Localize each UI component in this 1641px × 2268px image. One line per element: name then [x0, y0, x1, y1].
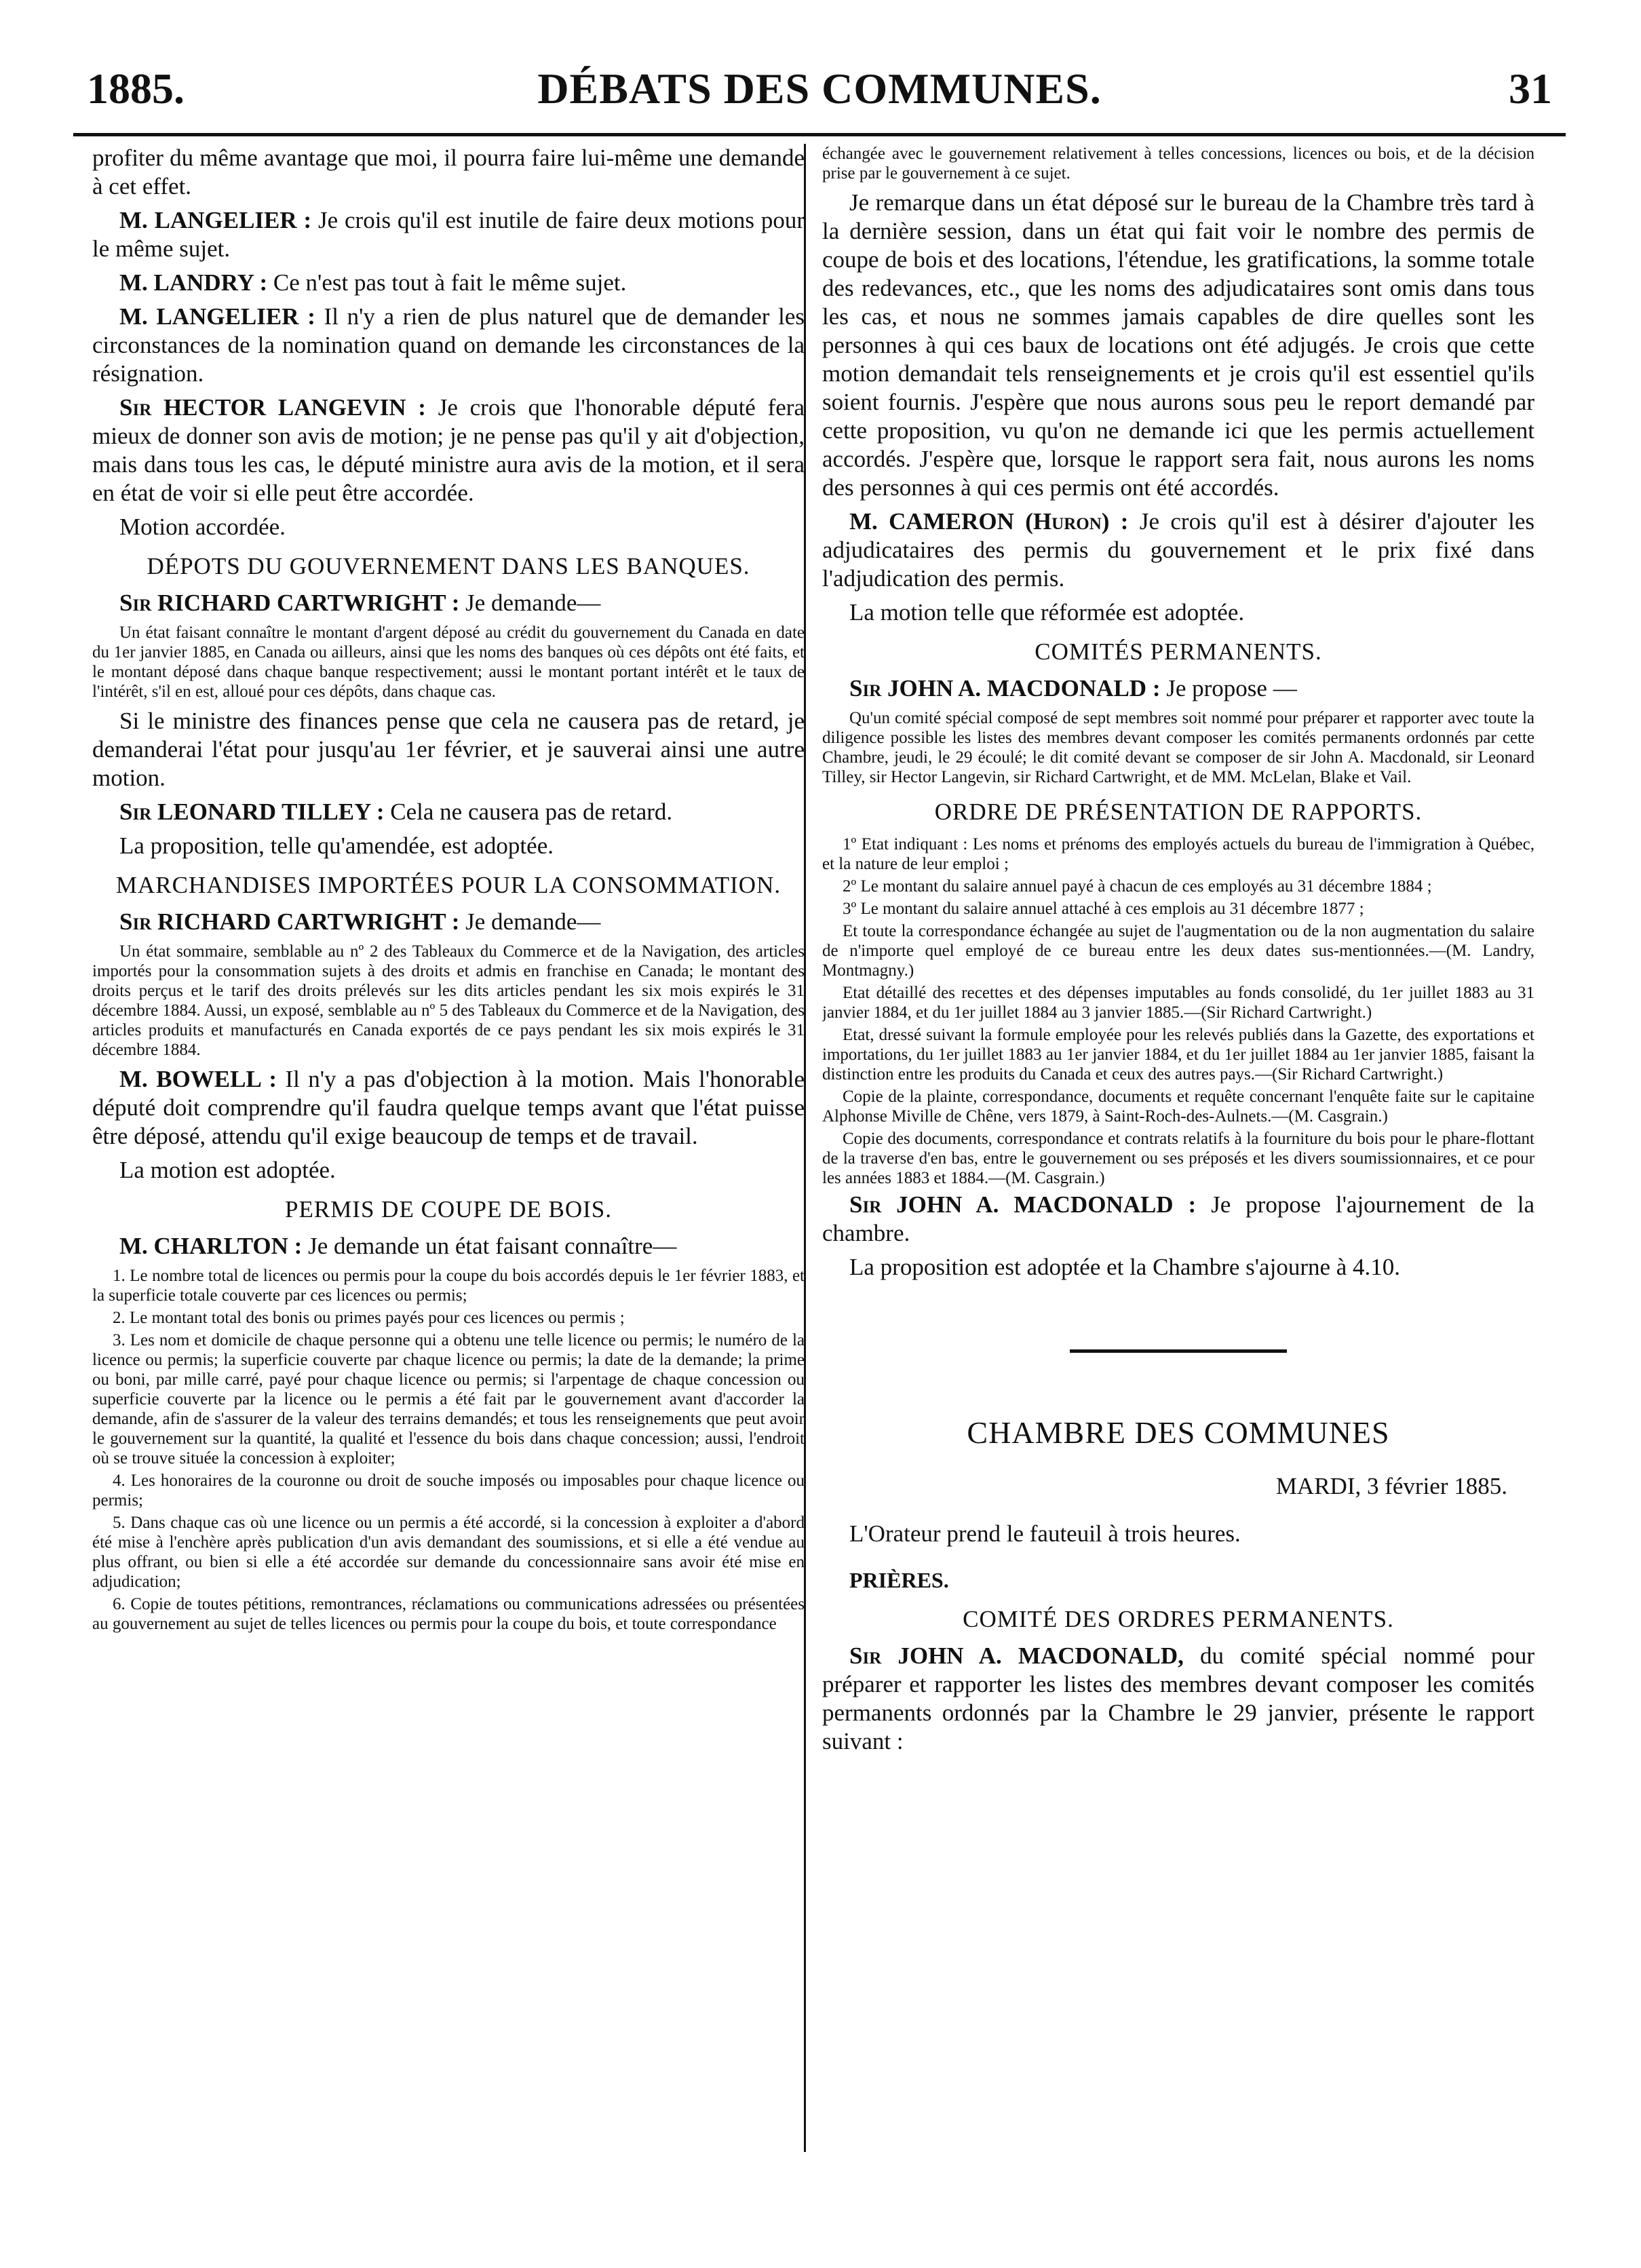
speech-text: Je demande— [459, 590, 601, 616]
speaker-name: M. LANDRY : [119, 269, 268, 296]
motion-result: La motion telle que réformée est adoptée. [849, 599, 1245, 626]
list-item: Copie des documents, correspondance et contrats relatifs à la fourniture du bois pour le phare-flottant de la traverse d'en bas, entre le gouvernement ou ses préposés et les divers soumissionnaires, et ce pour les années 1883 et 1884.—(M. Casgrain.) [822, 1130, 1534, 1187]
speech-text: Je demande— [459, 908, 601, 935]
paragraph [92, 589, 805, 617]
section-heading: COMITÉ DES ORDRES PERMANENTS. [963, 1606, 1394, 1632]
speaker-name: Sir HECTOR LANGEVIN : [119, 394, 426, 421]
section-rule [1070, 1349, 1287, 1353]
speech-text: Je crois que l'honorable député fera mieux de donner son avis de motion; je ne pense pas qu'il y ait d'objection, mais dans tous les cas, le député ministre aura avis de la motion, et il sera en état de voir si elle peut être accordée. [92, 394, 805, 506]
list-item: 6. Copie de toutes pétitions, remontrances, réclamations ou communications adressées ou présentées au gouvernement au sujet de telles licences ou permis pour la coupe du bois, et toute correspondance [92, 1595, 805, 1633]
motion-text: échangée avec le gouvernement relativement à telles concessions, licences ou bois, et de la décision prise par le gouvernement à ce sujet. [822, 145, 1534, 182]
paragraph [822, 674, 1534, 703]
paragraph: Je remarque dans un état déposé sur le bureau de la Chambre très tard à la dernière session, dans un état qui fait voir le nombre des permis de coupe de bois et des locations, l'étendue, les gratifications, la somme totale des redevances, etc., que les noms des adjudicataires sont omis dans tous les cas, et nous ne sommes jamais capables de dire quelles sont les personnes à qui ces baux de locations ont été adjugés. Je crois que cette motion demandait tels renseignements et je crois qu'il est essentiel qu'ils soient fournis. J'espère que nous aurons sous peu le report demandé par cette proposition, vu qu'on ne demande ici que les permis actuellement accordés. J'espère que, lorsque le rapport sera fait, nous aurons les noms des personnes à qui ces permis ont été accordés. [822, 189, 1534, 501]
paragraph [92, 1065, 805, 1151]
motion-result: La proposition est adoptée et la Chambre s'ajourne à 4.10. [849, 1254, 1401, 1280]
speech-text: Je demande un état faisant connaître— [302, 1233, 677, 1259]
list-item: Etat, dressé suivant la formule employée pour les relevés publiés dans la Gazette, des exportations et importations, du 1er juillet 1883 au 1er janvier 1884, et du 1er juillet 1884 au 1er janvier 1885, faisant la distinction entre les produits du Canada et ceux des autres pays.—(Sir Richard Cartwright.) [822, 1026, 1534, 1083]
list-item: 3. Les nom et domicile de chaque personne qui a obtenu une telle licence ou permis; le numéro de la licence ou permis; la superficie couverte par chaque licence ou permis; la date de la demande; la prime ou boni, par mille carré, payé pour chaque licence ou permis; si l'arpentage de chaque concession ou superficie couverte par la licence ou le permis a été fait par le gouvernement avant d'accorder la demande, afin de s'assurer de la valeur des terrains demandés; et tous les renseignements que peut avoir le gouvernement sur la quantité, la qualité et l'essence du bois dans chaque concession; aussi, l'endroit où se trouve située la concession à exploiter; [92, 1331, 805, 1467]
list-item: 2º Le montant du salaire annuel payé à chacun de ces employés au 31 décembre 1884 ; [843, 877, 1432, 896]
header-title: DÉBATS DES COMMUNES. [537, 64, 1102, 113]
motion-result: Motion accordée. [119, 514, 286, 540]
chamber-heading: CHAMBRE DES COMMUNES [967, 1415, 1390, 1450]
sitting-date: MARDI, 3 février 1885. [1275, 1473, 1507, 1499]
list-item: 1. Le nombre total de licences ou permis pour la coupe du bois accordés depuis le 1er février 1883, et la superficie totale couverte par ces licences ou permis; [92, 1267, 805, 1305]
speaker-name: M. CHARLTON : [119, 1233, 303, 1259]
paragraph [92, 206, 805, 263]
speaker-name: Sir JOHN A. MACDONALD : [849, 1191, 1197, 1218]
list-item: Etat détaillé des recettes et des dépenses imputables au fonds consolidé, du 1er juillet 1883 au 31 janvier 1884, et du 1er juillet 1884 au 3 janvier 1885.—(Sir Richard Cartwright.) [822, 984, 1534, 1022]
list-item: Copie de la plainte, correspondance, documents et requête concernant l'enquête faite sur le capitaine Alphonse Miville de Chêne, vers 1879, à Saint-Roch-des-Aulnets.—(M. Casgrain.) [822, 1088, 1534, 1126]
paragraph: Si le ministre des finances pense que cela ne causera pas de retard, je demanderai l'état pour jusqu'au 1er février, et je sauverai ainsi une autre motion. [92, 708, 805, 791]
paragraph [92, 303, 805, 388]
speech-text: Je crois qu'il est inutile de faire deux motions pour le même sujet. [92, 207, 805, 262]
speaker-name: M. LANGELIER : [119, 207, 312, 233]
list-item: 5. Dans chaque cas où une licence ou un permis a été accordé, si la concession à exploiter a d'abord été mise à l'enchère après publication d'un avis demandant des soumissions, et si elle a été vendue au plus offrant, ou bien si elle a été accordée sur demande du concessionnaire sans avoir été mise en adjudication; [92, 1514, 805, 1591]
header-year: 1885. [87, 64, 185, 113]
motion-result: La motion est adoptée. [119, 1157, 336, 1183]
speaker-name: M. CAMERON (Huron) : [849, 508, 1129, 535]
speaker-name: Sir RICHARD CARTWRIGHT : [119, 908, 460, 935]
speaker-name: Sir RICHARD CARTWRIGHT : [119, 590, 460, 616]
motion-text: Qu'un comité spécial composé de sept membres soit nommé pour préparer et rapporter avec toute la diligence possible les listes des membres devant composer les comités permanents ordonnés par cette Chambre, jeudi, le 29 écoulé; le dit comité devant se composer de sir John A. Macdonald, sir Leonard Tilley, sir Hector Langevin, sir Richard Cartwright, et de MM. McLelan, Blake et Vail. [822, 709, 1534, 786]
paragraph [822, 507, 1534, 593]
speech-text: Je propose l'ajournement de la chambre. [822, 1191, 1534, 1246]
page-header [73, 58, 1566, 136]
motion-result: La proposition, telle qu'amendée, est adoptée. [119, 832, 554, 859]
paragraph [92, 798, 805, 826]
motion-text: Un état faisant connaître le montant d'argent déposé au crédit du gouvernement du Canada en date du 1er janvier 1885, en Canada ou ailleurs, ainsi que les noms des banques où ces dépôts ont été faits, et le montant déposé dans chaque banque respectivement; aussi le montant portant intérêt et le taux de l'intérêt, s'il en est, alloué pour ces dépôts, dans chaque cas. [92, 623, 805, 701]
speaker-name: Sir LEONARD TILLEY : [119, 799, 385, 825]
left-column [92, 144, 805, 2241]
section-heading: ORDRE DE PRÉSENTATION DE RAPPORTS. [934, 799, 1423, 825]
page-number: 31 [1509, 64, 1552, 113]
paragraph [92, 269, 805, 297]
paragraph: profiter du même avantage que moi, il pourra faire lui-même une demande à cet effet. [92, 145, 805, 199]
right-column [822, 144, 1534, 2241]
list-item: 2. Le montant total des bonis ou primes payés pour ces licences ou permis ; [113, 1309, 625, 1327]
speech-text: du comité spécial nommé pour préparer et rapporter les listes des membres devant composer les comités permanents ordonnés par la Chambre le 29 janvier, présente le rapport suivant : [822, 1642, 1534, 1754]
paragraph [822, 1642, 1534, 1756]
speech-text: Je crois qu'il est à désirer d'ajouter les adjudicataires des permis du gouvernement et le prix fixé dans l'adjudication des permis. [822, 508, 1534, 592]
motion-text: Un état sommaire, semblable au nº 2 des Tableaux du Commerce et de la Navigation, des articles importés pour la consommation sujets à des droits et admis en franchise en Canada; le montant des droits perçus et le tarif des droits prélevés sur les dits articles pendant les six mois expirés le 31 décembre 1884. Aussi, un exposé, semblable au nº 5 des Tableaux du Commerce et de la Navigation, des articles produits et manufacturés en Canada exportés de ce pays pendant les six mois expirés le 31 décembre 1884. [92, 942, 805, 1059]
speaker-name: Sir JOHN A. MACDONALD : [849, 675, 1161, 701]
speech-text: Il n'y a pas d'objection à la motion. Mais l'honorable député doit comprendre qu'il faudra quelque temps avant que l'état puisse être déposé, attendu qu'il exige beaucoup de temps et de travail. [92, 1066, 805, 1149]
section-heading: PERMIS DE COUPE DE BOIS. [285, 1196, 612, 1223]
paragraph [92, 908, 805, 936]
paragraph: L'Orateur prend le fauteuil à trois heures. [849, 1520, 1241, 1547]
prayers-label: PRIÈRES. [849, 1568, 949, 1592]
list-item: 4. Les honoraires de la couronne ou droit de souche imposés ou imposables pour chaque licence ou permis; [92, 1472, 805, 1510]
section-heading: COMITÉS PERMANENTS. [1035, 638, 1322, 665]
speaker-name: M. LANGELIER : [119, 303, 315, 330]
paragraph [92, 393, 805, 507]
list-item: Et toute la correspondance échangée au sujet de l'augmentation ou de la non augmentation du salaire de n'importe quel employé de ce bureau entre les deux dates sus-mentionnées.—(M. Landry, Montmagny.) [822, 922, 1534, 980]
speech-text: Ce n'est pas tout à fait le même sujet. [267, 269, 627, 296]
speech-text: Je propose — [1160, 675, 1297, 701]
speaker-name: Sir JOHN A. MACDONALD, [849, 1642, 1184, 1669]
speech-text: Il n'y a rien de plus naturel que de demander les circonstances de la nomination quand on demande les circonstances de la résignation. [92, 303, 805, 387]
paragraph [822, 1191, 1534, 1248]
section-heading: DÉPOTS DU GOUVERNEMENT DANS LES BANQUES. [147, 553, 750, 579]
speaker-name: M. BOWELL : [119, 1066, 277, 1092]
list-item: 1º Etat indiquant : Les noms et prénoms des employés actuels du bureau de l'immigration à Québec, et la nature de leur emploi ; [822, 835, 1534, 873]
list-item: 3º Le montant du salaire annuel attaché à ces emplois au 31 décembre 1877 ; [843, 900, 1364, 918]
section-heading: MARCHANDISES IMPORTÉES POUR LA CONSOMMATION. [115, 872, 781, 898]
speech-text: Cela ne causera pas de retard. [384, 799, 673, 825]
paragraph [92, 1232, 805, 1261]
